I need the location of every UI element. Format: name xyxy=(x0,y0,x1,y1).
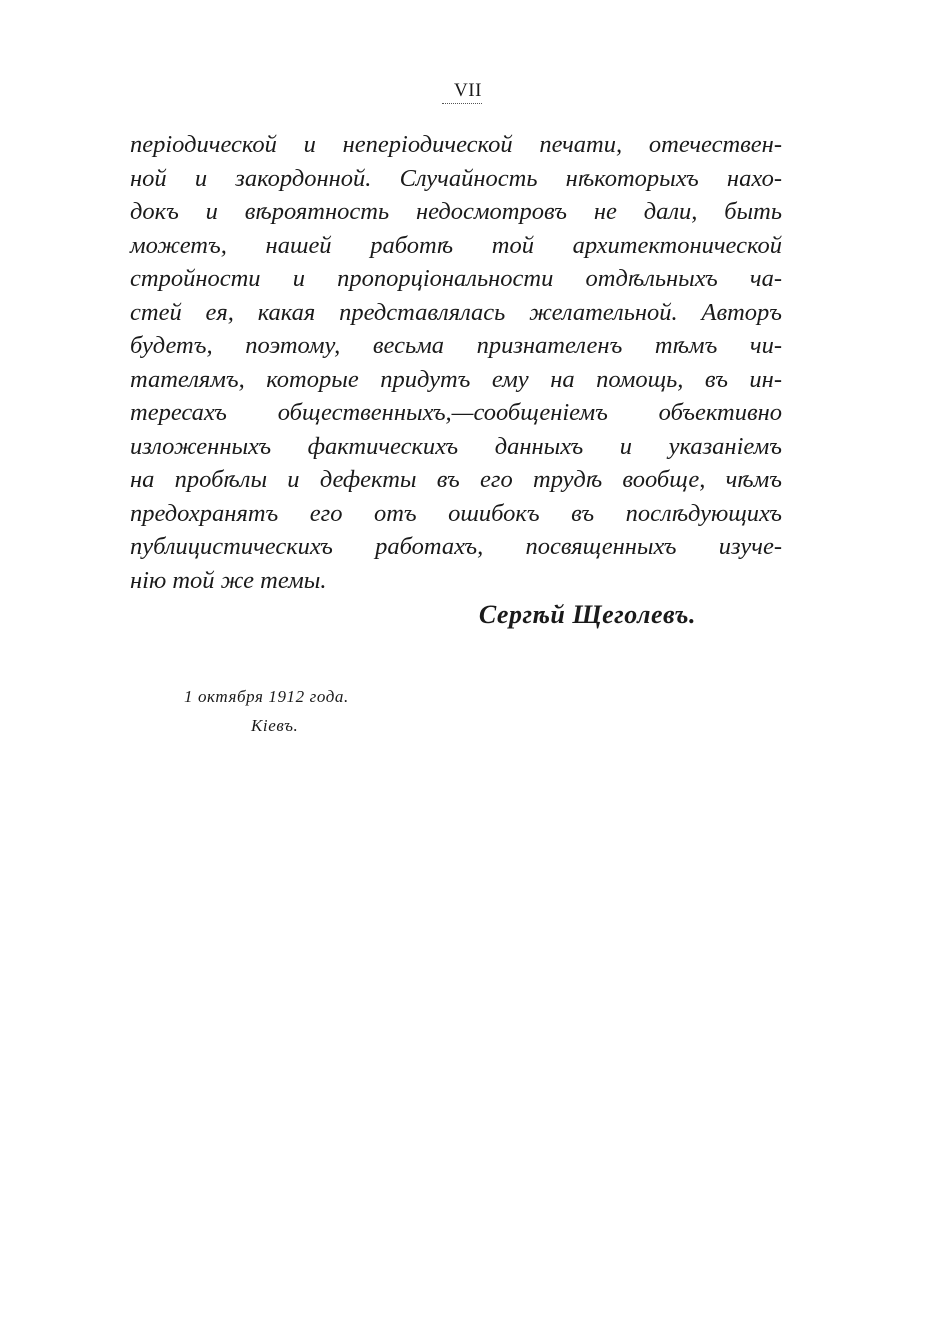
text-line: тателямъ, которые придутъ ему на помощь, въ ин- xyxy=(130,365,782,393)
text-line: ной и закордонной. Случайность нѣкоторыхъ нахо- xyxy=(130,164,782,192)
body-paragraph xyxy=(130,128,782,597)
text-line: публицистическихъ работахъ, посвященныхъ изуче- xyxy=(130,533,782,560)
dateline-date: 1 октября 1912 года. xyxy=(184,687,349,706)
text-line: докъ и вѣроятность недосмотровъ не дали, быть xyxy=(130,198,782,225)
text-line: будетъ, поэтому, весьма признателенъ тѣмъ чи- xyxy=(130,332,782,359)
text-line: періодической и непеpіодической печати, отечествен- xyxy=(130,131,782,158)
page-number-rule xyxy=(442,103,482,104)
text-line: нію той же темы. xyxy=(130,566,327,594)
dateline-place: Кіевъ. xyxy=(251,716,299,735)
text-line: предохранятъ его отъ ошибокъ въ послѣдующихъ xyxy=(130,499,782,527)
text-line: стей ея, какая представлялась желательной. Авторъ xyxy=(130,298,782,326)
text-line: стройности и пропорціональности отдѣльныхъ ча- xyxy=(130,265,782,292)
text-line: тересахъ общественныхъ,—сообщеніемъ объективно xyxy=(130,399,782,426)
author-signature: Сергѣй Щеголевъ. xyxy=(478,600,696,629)
text-line: изложенныхъ фактическихъ данныхъ и указаніемъ xyxy=(130,432,782,460)
page-number: VII xyxy=(454,80,482,101)
text-line: можетъ, нашей работѣ той архитектонической xyxy=(130,231,782,259)
text-line: на пробѣлы и дефекты въ его трудѣ вообще, чѣмъ xyxy=(130,466,782,493)
